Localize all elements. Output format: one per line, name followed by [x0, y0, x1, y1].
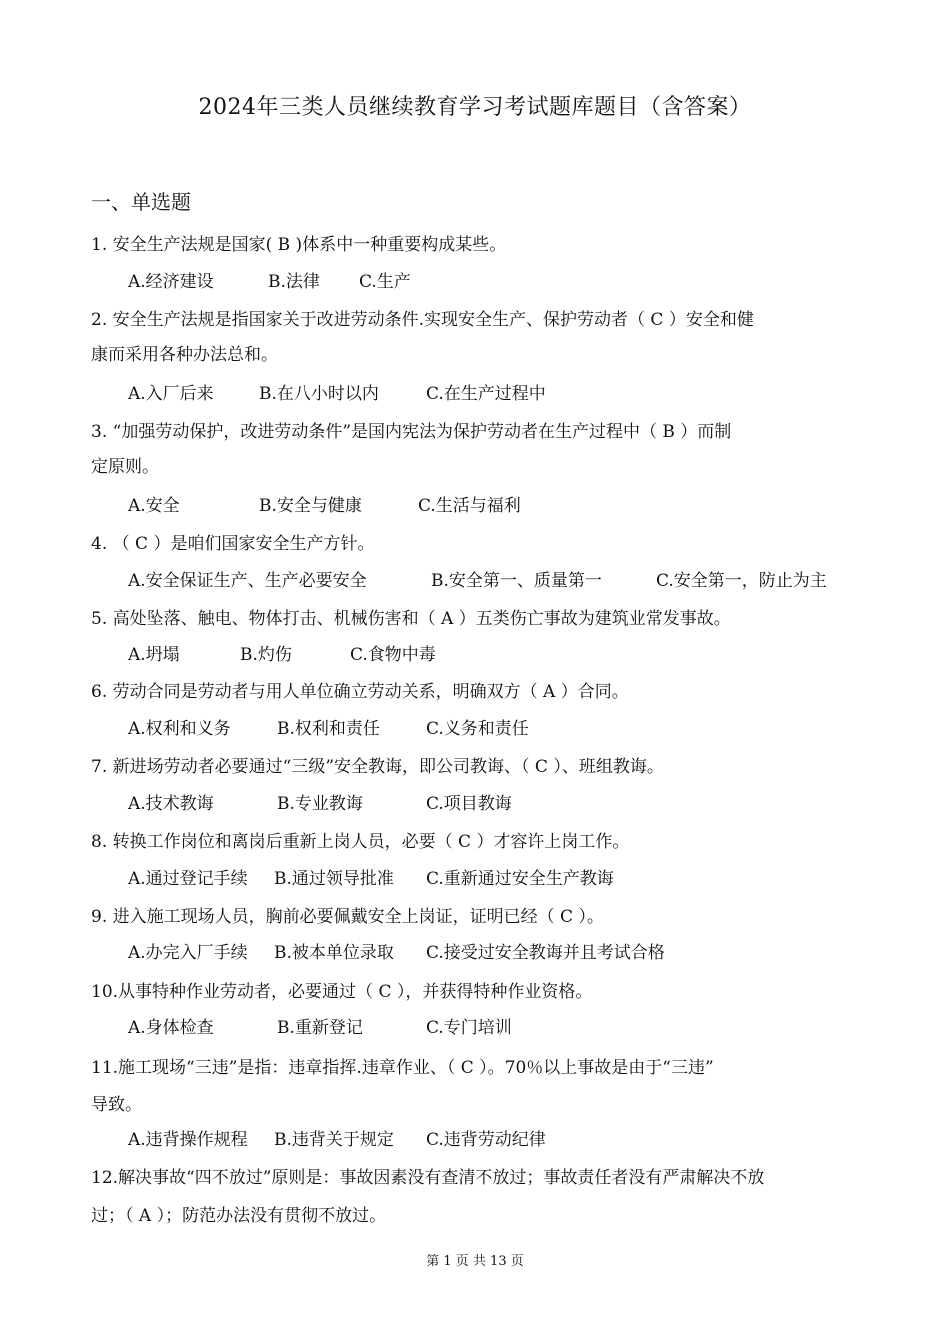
question-line: 定原则。: [91, 457, 159, 477]
answer-option: A.入厂后来: [128, 384, 214, 404]
question-line: 康而采用各种办法总和。: [91, 345, 278, 365]
answer-option: A.违背操作规程: [128, 1130, 248, 1150]
answer-option: A.办完入厂手续: [128, 943, 248, 963]
answer-option: B.法律: [268, 272, 320, 292]
answer-option: C.重新通过安全生产教诲: [426, 869, 614, 889]
question-line: 8. 转换工作岗位和离岗后重新上岗人员，必要（ C ）才容许上岗工作。: [91, 832, 630, 852]
answer-option: B.被本单位录取: [274, 943, 394, 963]
answer-option: C.项目教诲: [426, 794, 512, 814]
answer-option: B.专业教诲: [277, 794, 363, 814]
question-line: 导致。: [91, 1095, 142, 1115]
document-title: 2024年三类人员继续教育学习考试题库题目（含答案）: [198, 95, 752, 120]
question-line: 9. 进入施工现场人员，胸前必要佩戴安全上岗证，证明已经（ C ）。: [91, 907, 604, 927]
answer-option: A.安全: [128, 496, 180, 516]
question-line: 2. 安全生产法规是指国家关于改进劳动条件.实现安全生产、保护劳动者（ C ）安全和健: [91, 310, 754, 330]
answer-options: [128, 1128, 868, 1152]
answer-options: [128, 1016, 868, 1040]
answer-option: B.安全第一、质量第一: [431, 571, 602, 591]
answer-option: A.身体检查: [128, 1018, 214, 1038]
answer-option: C.接受过安全教诲并且考试合格: [426, 943, 665, 963]
question-line: 10.从事特种作业劳动者，必要通过（ C ），并获得特种作业资格。: [91, 982, 593, 1002]
answer-options: [128, 867, 868, 891]
answer-option: A.通过登记手续: [128, 869, 248, 889]
question-line: 7. 新进场劳动者必要通过“三级”安全教诲，即公司教诲、（ C ）、班组教诲。: [91, 757, 664, 777]
answer-option: C.安全第一，防止为主: [656, 571, 827, 591]
answer-option: B.违背关于规定: [274, 1130, 394, 1150]
section-heading: 一、单选题: [91, 190, 191, 214]
answer-options: [128, 792, 868, 816]
answer-option: B.安全与健康: [259, 496, 362, 516]
answer-option: C.食物中毒: [350, 645, 436, 665]
answer-option: B.重新登记: [277, 1018, 363, 1038]
answer-option: C.违背劳动纪律: [426, 1130, 546, 1150]
question-line: 4. （ C ）是咱们国家安全生产方针。: [91, 534, 375, 554]
answer-options: [128, 494, 868, 518]
answer-option: C.义务和责任: [426, 719, 529, 739]
answer-option: B.灼伤: [240, 645, 292, 665]
answer-option: A.安全保证生产、生产必要安全: [128, 571, 367, 591]
answer-option: B.权利和责任: [277, 719, 380, 739]
answer-option: C.在生产过程中: [426, 384, 546, 404]
answer-options: [128, 941, 868, 965]
question-line: 12.解决事故“四不放过”原则是：事故因素没有查清不放过；事故责任者没有严肃解决不放: [91, 1168, 765, 1188]
answer-option: B.在八小时以内: [259, 384, 379, 404]
answer-options: [128, 569, 868, 593]
answer-option: C.生产: [359, 272, 411, 292]
answer-option: A.权利和义务: [128, 719, 231, 739]
answer-options: [128, 717, 868, 741]
question-line: 过；（ A ）；防范办法没有贯彻不放过。: [91, 1206, 387, 1226]
question-line: 11.施工现场“三违”是指：违章指挥.违章作业、（ C ）。70％以上事故是由于“三违”: [91, 1058, 714, 1078]
answer-options: [128, 382, 868, 406]
answer-option: C.专门培训: [426, 1018, 512, 1038]
answer-option: B.通过领导批准: [274, 869, 394, 889]
question-line: 3. “加强劳动保护，改进劳动条件”是国内宪法为保护劳动者在生产过程中（ B ）而制: [91, 422, 732, 442]
answer-option: C.生活与福利: [418, 496, 521, 516]
answer-option: A.坍塌: [128, 645, 180, 665]
answer-options: [128, 643, 868, 667]
question-line: 1. 安全生产法规是国家( B )体系中一种重要构成某些。: [91, 235, 507, 255]
answer-option: A.经济建设: [128, 272, 214, 292]
answer-options: [128, 270, 868, 294]
question-line: 6. 劳动合同是劳动者与用人单位确立劳动关系，明确双方（ A ）合同。: [91, 682, 629, 702]
answer-option: A.技术教诲: [128, 794, 214, 814]
question-line: 5. 高处坠落、触电、物体打击、机械伤害和（ A ）五类伤亡事故为建筑业常发事故。: [91, 609, 731, 629]
page-footer: 第 1 页 共 13 页: [426, 1254, 524, 1269]
